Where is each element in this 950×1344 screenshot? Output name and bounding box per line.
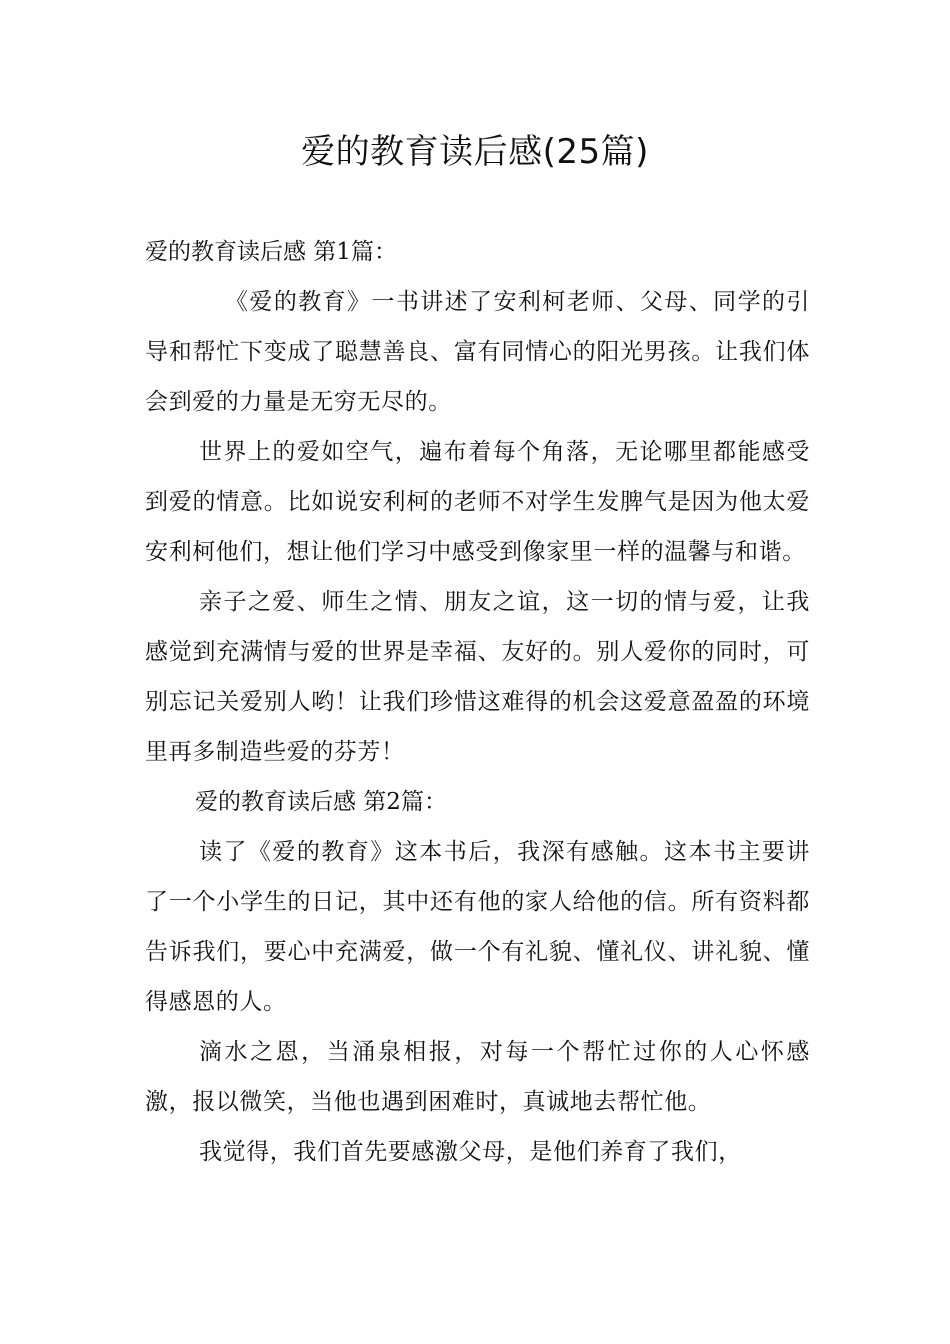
paragraph: 亲子之爱、师生之情、朋友之谊，这一切的情与爱，让我感觉到充满情与爱的世界是幸福、友好的。别人爱你的同时，可别忘记关爱别人哟！让我们珍惜这难得的机会这爱意盈盈的环境里再多制造些爱的芬芳！ [145, 589, 810, 765]
paragraph: 读了《爱的教育》这本书后，我深有感触。这本书主要讲了一个小学生的日记，其中还有他的家人给他的信。所有资料都告诉我们，要心中充满爱，做一个有礼貌、懂礼仪、讲礼貌、懂得感恩的人。 [145, 839, 810, 1015]
document-title: 爱的教育读后感(25篇) [301, 132, 649, 172]
paragraph: 世界上的爱如空气，遍布着每个角落，无论哪里都能感受到爱的情意。比如说安利柯的老师不对学生发脾气是因为他太爱安利柯他们，想让他们学习中感受到像家里一样的温馨与和谐。 [145, 439, 810, 565]
section-heading-2: 爱的教育读后感 第2篇： [195, 789, 447, 815]
section-1 [145, 227, 810, 777]
document-body [145, 227, 810, 1177]
paragraph: 滴水之恩，当涌泉相报，对每一个帮忙过你的人心怀感激，报以微笑，当他也遇到困难时，真诚地去帮忙他。 [145, 1039, 810, 1115]
paragraph: 《爱的教育》一书讲述了安利柯老师、父母、同学的引导和帮忙下变成了聪慧善良、富有同情心的阳光男孩。让我们体会到爱的力量是无穷无尽的。 [145, 289, 810, 415]
paragraph: 我觉得，我们首先要感激父母，是他们养育了我们， [199, 1139, 742, 1165]
section-2 [145, 777, 810, 1177]
section-heading-1: 爱的教育读后感 第1篇： [145, 239, 397, 265]
